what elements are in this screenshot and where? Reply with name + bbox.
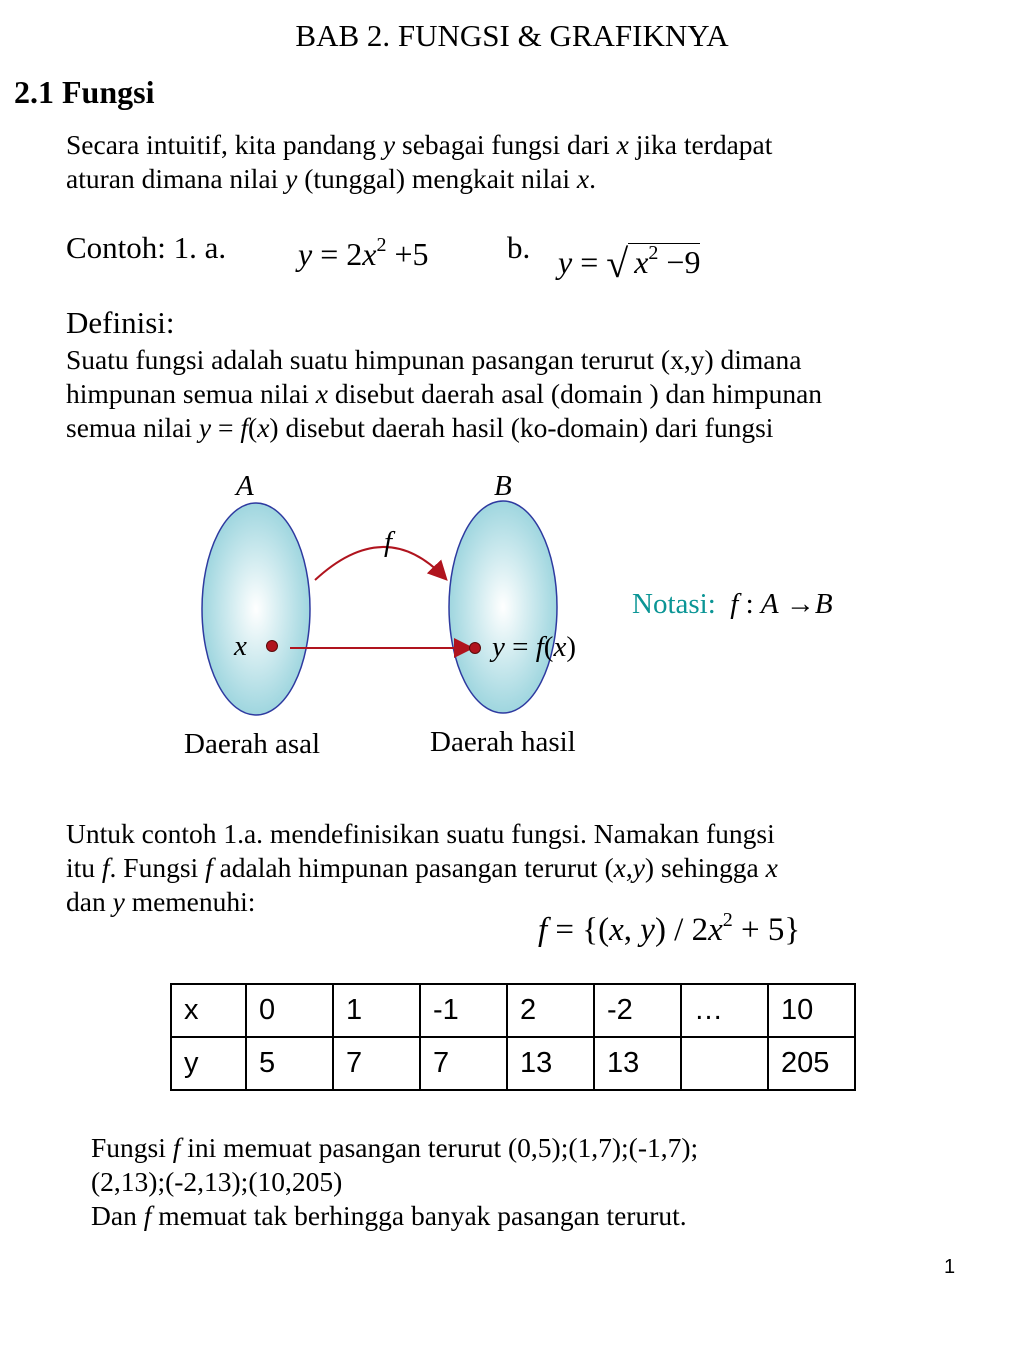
example-label: Contoh: 1. a.	[66, 230, 227, 265]
domain-label: Daerah asal	[184, 728, 321, 760]
table-cell: 13	[594, 1037, 681, 1090]
codomain-label: Daerah hasil	[430, 726, 576, 758]
example-paragraph	[66, 817, 778, 919]
definition-line-1: Suatu fungsi adalah suatu himpunan pasangan terurut (x,y) dimana	[66, 344, 802, 375]
page-title: BAB 2. FUNGSI & GRAFIKNYA	[295, 18, 729, 53]
table-cell: x	[171, 984, 246, 1037]
page-number: 1	[944, 1256, 956, 1278]
table-row-x	[171, 984, 855, 1037]
example-line-1: Untuk contoh 1.a. mendefinisikan suatu fungsi. Namakan fungsi	[66, 818, 775, 849]
point-y-label: y = f(x)	[492, 631, 577, 663]
definition-paragraph	[66, 343, 822, 445]
conclusion-line-1: Fungsi f ini memuat pasangan terurut (0,5);(1,7);(-1,7);	[91, 1132, 699, 1163]
definition-heading: Definisi:	[66, 305, 175, 340]
section-heading: 2.1 Fungsi	[14, 74, 155, 110]
codomain-set-oval	[449, 501, 557, 713]
table-cell: 13	[507, 1037, 594, 1090]
table-cell: 205	[768, 1037, 855, 1090]
point-x-label: x	[234, 630, 247, 662]
conclusion-paragraph	[91, 1131, 698, 1233]
intro-line-2: aturan dimana nilai y (tunggal) mengkait nilai x.	[66, 163, 596, 194]
table-cell: 2	[507, 984, 594, 1037]
table-cell: 1	[333, 984, 420, 1037]
domain-set-oval	[202, 503, 310, 715]
example-line-2: itu f. Fungsi f adalah himpunan pasangan terurut (x,y) sehingga x	[66, 852, 778, 883]
mapping-curve-arrow	[315, 547, 445, 580]
table-cell: 7	[333, 1037, 420, 1090]
table-cell: 10	[768, 984, 855, 1037]
table-row-y	[171, 1037, 855, 1090]
set-equation: f = {(x, $y) / 2x^2 + 5$}	[538, 909, 801, 948]
values-table	[170, 983, 856, 1091]
definition-line-3: semua nilai y = f(x) disebut daerah hasil (ko-domain) dari fungsi	[66, 412, 774, 443]
example-label-b: b.	[507, 230, 531, 265]
table-cell: 5	[246, 1037, 333, 1090]
table-cell: -1	[420, 984, 507, 1037]
equation-b: y = √ $x^2 -9$	[558, 241, 701, 286]
example-line-3: dan y memenuhi:	[66, 886, 256, 917]
intro-paragraph	[66, 128, 772, 196]
set-b-label: B	[494, 470, 512, 502]
set-a-label: A	[236, 470, 254, 502]
table-cell: …	[681, 984, 768, 1037]
conclusion-line-2: (2,13);(-2,13);(10,205)	[91, 1166, 343, 1197]
table-cell: 0	[246, 984, 333, 1037]
notation: Notasi: f : A →B	[632, 588, 833, 620]
table-cell: -2	[594, 984, 681, 1037]
table-cell	[681, 1037, 768, 1090]
conclusion-line-3: Dan f memuat tak berhingga banyak pasangan terurut.	[91, 1200, 687, 1231]
function-label: f	[384, 526, 393, 558]
table-cell: 7	[420, 1037, 507, 1090]
codomain-point	[470, 643, 481, 654]
definition-line-2: himpunan semua nilai x disebut daerah asal (domain ) dan himpunan	[66, 378, 823, 409]
intro-line-1: Secara intuitif, kita pandang y sebagai fungsi dari x jika terdapat	[66, 129, 773, 160]
domain-point	[267, 641, 278, 652]
equation-a: $y = 2x^2 +5$	[298, 234, 429, 272]
table-cell: y	[171, 1037, 246, 1090]
